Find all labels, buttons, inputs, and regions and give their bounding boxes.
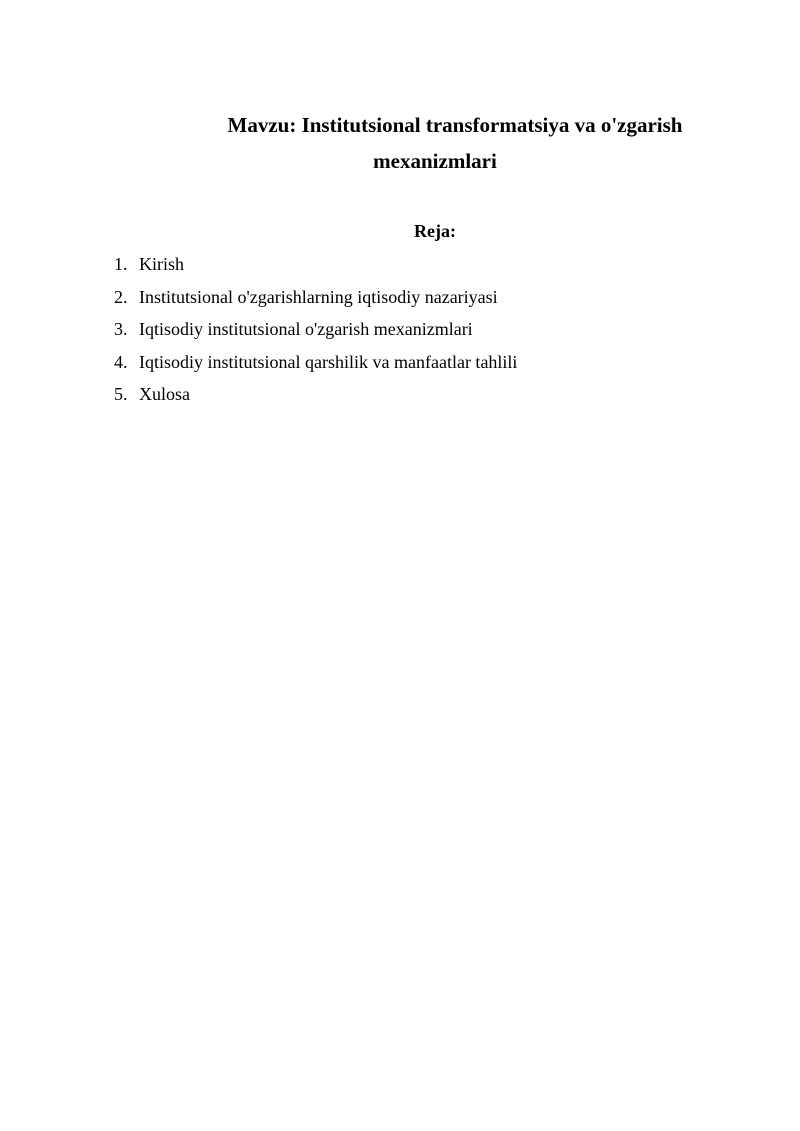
plan-item-text: Iqtisodiy institutsional qarshilik va manfaatlar tahlili <box>139 351 518 372</box>
plan-item-text: Kirish <box>139 254 184 274</box>
plan-item-number: 5. <box>114 384 128 404</box>
plan-heading: Reja: <box>414 221 456 241</box>
title-line-2: mexanizmlari <box>373 149 497 173</box>
plan-item <box>114 252 517 285</box>
plan-item-number: 3. <box>114 319 128 339</box>
plan-item-number: 1. <box>114 254 128 274</box>
document-title <box>180 107 690 179</box>
plan-item <box>114 317 517 350</box>
title-line-1: Mavzu: Institutsional transformatsiya va o'zgarish <box>227 113 683 137</box>
plan-item-text: Institutsional o'zgarishlarning iqtisodiy nazariyasi <box>139 286 498 307</box>
plan-item-text: Iqtisodiy institutsional o'zgarish mexanizmlari <box>139 319 473 339</box>
plan-item-number: 4. <box>114 351 128 372</box>
plan-item <box>114 382 517 415</box>
plan-item <box>114 285 517 318</box>
plan-list <box>114 252 517 415</box>
plan-item-text: Xulosa <box>139 384 190 404</box>
plan-item-number: 2. <box>114 286 128 307</box>
plan-item <box>114 350 517 383</box>
